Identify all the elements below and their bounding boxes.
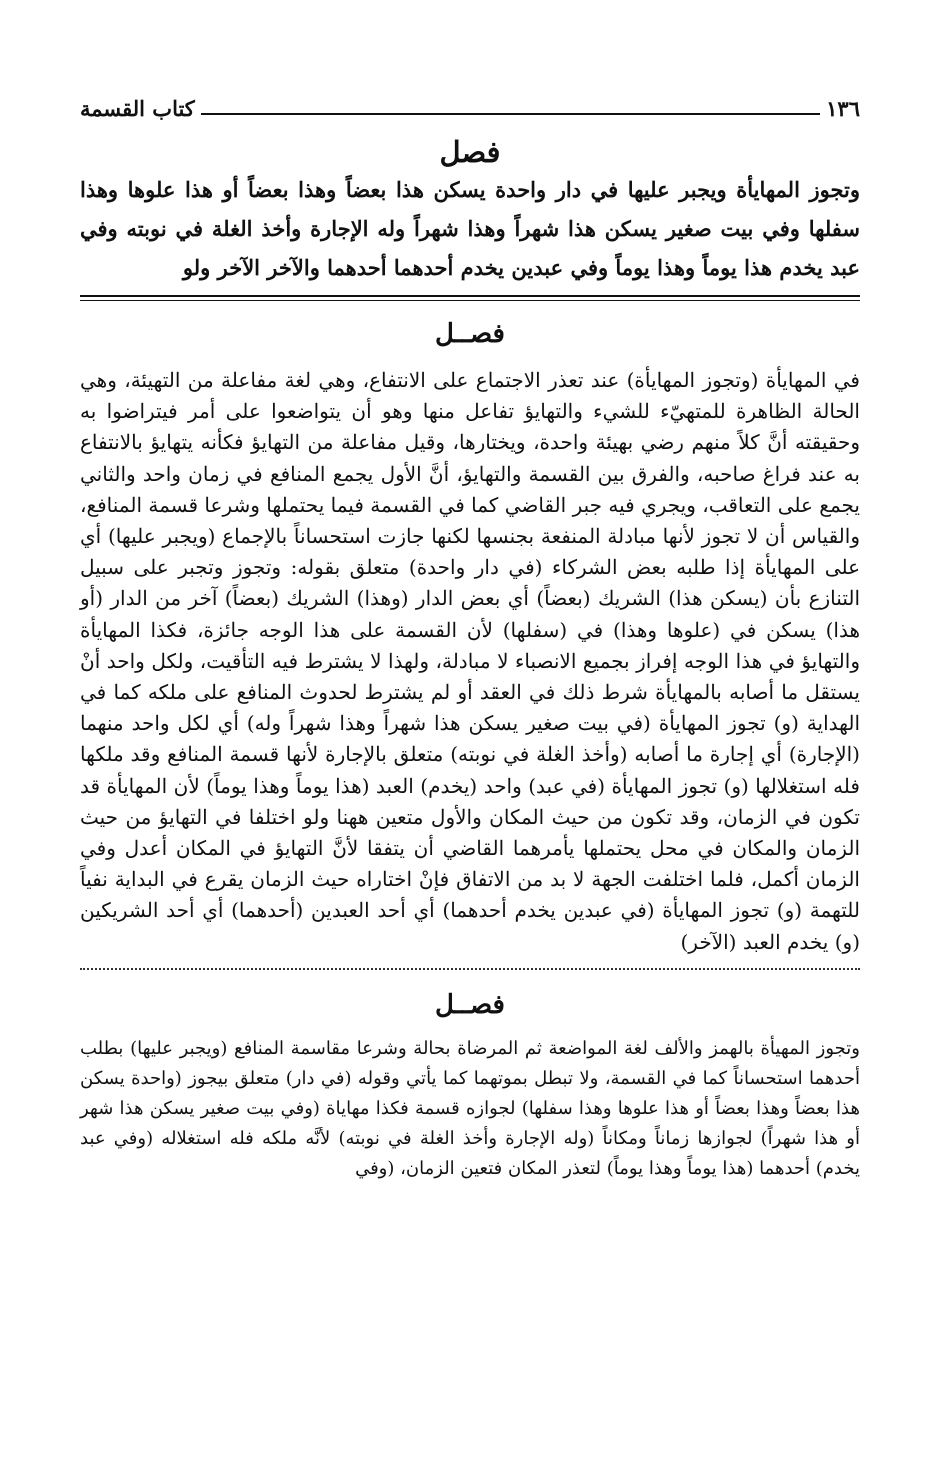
- running-header: [80, 88, 860, 128]
- page-number: ١٣٦: [826, 95, 860, 121]
- matn-text: وتجوز المهايأة ويجبر عليها في دار واحدة يسكن هذا بعضاً وهذا بعضاً أو هذا علوها وهذا سفلها وفي بيت صغير يسكن هذا شهراً وهذا شهراً وله الإجارة وأخذ الغلة في نوبته وفي عبد يخدم هذا يوماً وهذا يوماً وفي عبدين يخدم أحدهما أحدهما والآخر الآخر ولو: [80, 177, 860, 280]
- sharh-text: في المهايأة (وتجوز المهايأة) عند تعذر الاجتماع على الانتفاع، وهي لغة مفاعلة من التهيئة، وهي الحالة الظاهرة للمتهيّء للشيء والتهايؤ تفاعل منها وهو أن يتواضعوا على أمر فيتراضوا به وحقيقته أنَّ كلاً منهم رضي بهيئة واحدة، ويختارها، وقيل مفاعلة من التهايؤ فكأنه يتهايؤ بالانتفاع به عند فراغ صاحبه، والفرق بين القسمة والتهايؤ، أنَّ الأول يجمع المنافع في زمان واحد والثاني يجمع على التعاقب، ويجري فيه جبر القاضي كما في القسمة فيما يحتملها وشرعا قسمة المنافع، والقياس أن لا تجوز لأنها مبادلة المنفعة بجنسها لكنها جازت استحساناً بالإجماع (ويجبر عليها) أي على المهايأة إذا طلبه بعض الشركاء (في دار واحدة) متعلق بقوله: وتجوز وتجبر على سبيل التنازع بأن (يسكن هذا) الشريك (بعضاً) أي بعض الدار (وهذا) الشريك (بعضاً) آخر من الدار (أو هذا) يسكن في (علوها وهذا) في (سفلها) لأن القسمة على هذا الوجه جائزة، فكذا المهايأة والتهايؤ في هذا الوجه إفراز بجميع الانصباء لا مبادلة، ولهذا لا يشترط فيه التأقيت، ولكل واحد أنْ يستقل ما أصابه بالمهايأة شرط ذلك في العقد أو لم يشترط لحدوث المنافع على ملكه كما في الهداية (و) تجوز المهايأة (في بيت صغير يسكن هذا شهراً وهذا شهراً وله) أي لكل واحد منهما (الإجارة) أي إجارة ما أصابه (وأخذ الغلة في نوبته) متعلق بالإجارة لأنها قسمة المنافع وقد ملكها فله استغلالها (و) تجوز المهايأة (في عبد) واحد (يخدم) العبد (هذا يوماً وهذا يوماً) لأن المهايأة قد تكون في الزمان، وقد تكون من حيث المكان والأول متعين ههنا ولو اختلفا في التهايؤ من حيث الزمان والمكان في محل يحتملها يأمرهما القاضي أن يتفقا لأنَّ التهايؤ في المكان أعدل وفي الزمان أكمل، فلما اختلفت الجهة لا بد من الاتفاق فإنْ اختاراه حيث الزمان يقرع في البداية نفياً للتهمة (و) تجوز المهايأة (في عبدين يخدم أحدهما) أي أحد العبدين (أحدهما) أي أحد الشريكين (و) يخدم العبد (الآخر): [80, 368, 860, 954]
- book-title: كتاب القسمة: [80, 95, 195, 121]
- matn-heading: فصل: [439, 135, 501, 169]
- book-page: [80, 88, 860, 1184]
- hashiya-heading: [80, 984, 860, 1026]
- hashiya-text: وتجوز المهيأة بالهمز والألف لغة المواضعة ثم المرضاة بحالة وشرعا مقاسمة المنافع (ويجبر عليها) بطلب أحدهما استحساناً كما في القسمة، ولا تبطل بموتهما كما يأتي وقوله (في دار) متعلق بيجوز (واحدة يسكن هذا بعضاً وهذا بعضاً أو هذا علوها وهذا سفلها) لجوازه قسمة فكذا مهاياة (وفي بيت صغير يسكن هذا شهر أو هذا شهراً) لجوازها زماناً ومكاناً (وله الإجارة وأخذ الغلة في نوبته) لأنَّه ملكه فله استغلاله (وفي عبد يخدم) أحدهما (هذا يوماً وهذا يوماً) لتعذر المكان فتعين الزمان، (وفي: [80, 1037, 860, 1179]
- header-rule: [201, 113, 820, 115]
- sharh-heading: [80, 313, 860, 355]
- hashiya-heading-label: فصــل: [435, 989, 505, 1020]
- matn-separator: [80, 295, 860, 301]
- sharh-heading-label: فصــل: [435, 319, 505, 349]
- dotted-separator: [80, 964, 860, 970]
